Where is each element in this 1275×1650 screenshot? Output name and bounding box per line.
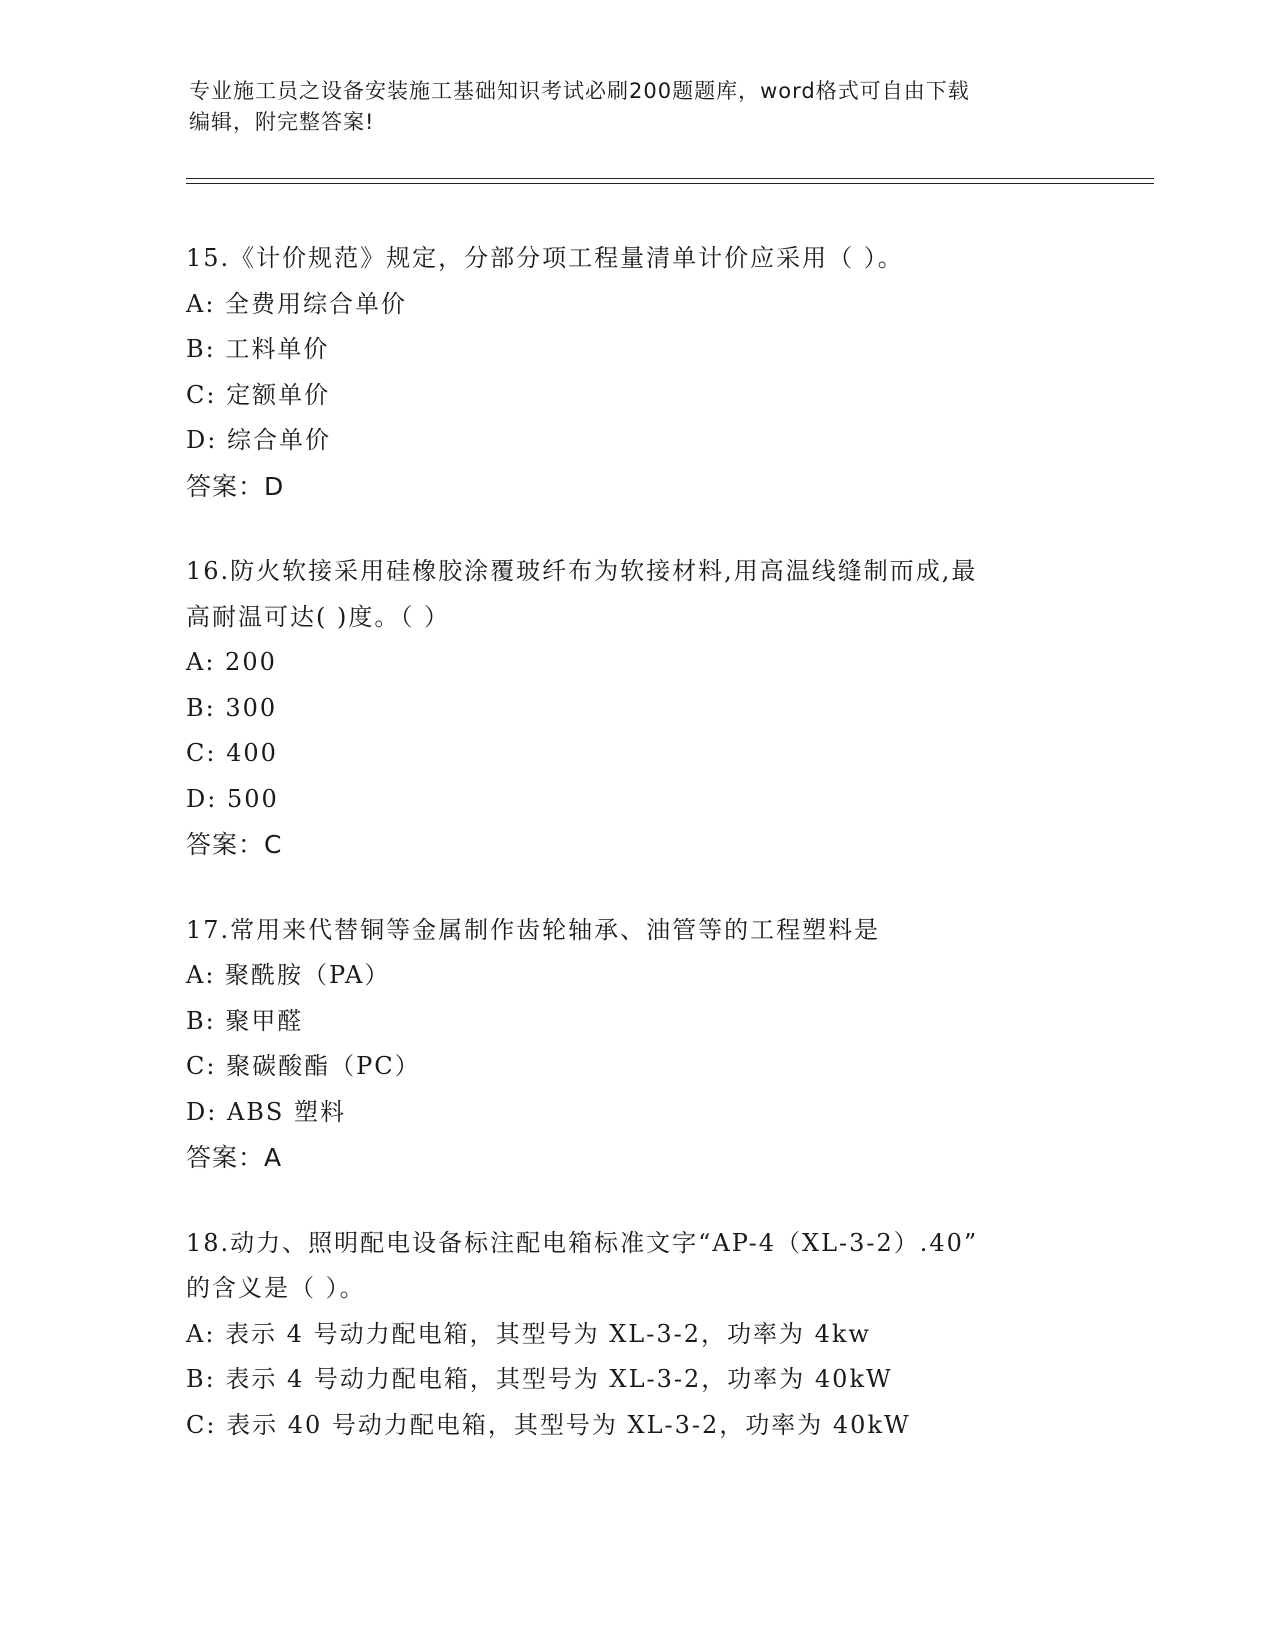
question-list (186, 236, 1086, 1488)
option-c: C: 400 (186, 739, 278, 767)
question-15 (186, 236, 1086, 509)
question-18 (186, 1221, 1086, 1449)
question-stem: 15.《计价规范》规定，分部分项工程量清单计价应采用（ ）。 (186, 244, 904, 272)
option-a: A: 聚酰胺（PA） (186, 961, 391, 989)
question-16 (186, 549, 1086, 868)
option-b: B: 聚甲醛 (186, 1006, 304, 1035)
question-stem-line-2: 的含义是（ ）。 (186, 1274, 366, 1302)
answer-label: 答案：C (186, 830, 283, 859)
option-a: A: 200 (186, 648, 277, 676)
option-c: C: 聚碳酸酯（PC） (186, 1052, 421, 1080)
option-b: B: 工料单价 (186, 335, 330, 363)
option-d: D: 综合单价 (186, 426, 331, 454)
header-divider (186, 178, 1154, 184)
option-b: B: 300 (186, 693, 278, 722)
option-c: C: 定额单价 (186, 380, 331, 409)
option-a: A: 全费用综合单价 (186, 289, 408, 318)
header-title-line-1: 专业施工员之设备安装施工基础知识考试必刷200题题库，word格式可自由下载 (189, 79, 970, 103)
option-a: A: 表示 4 号动力配电箱，其型号为 XL-3-2，功率为 4kw (186, 1319, 871, 1348)
answer-label: 答案：D (186, 471, 285, 501)
answer-label: 答案：A (186, 1143, 283, 1172)
option-d: D: ABS 塑料 (186, 1097, 346, 1126)
question-17 (186, 908, 1086, 1181)
question-stem-line-1: 18.动力、照明配电设备标注配电箱标准文字“AP-4（XL-3-2）.40” (186, 1228, 979, 1257)
question-stem: 17.常用来代替铜等金属制作齿轮轴承、油管等的工程塑料是 (186, 915, 881, 944)
option-d: D: 500 (186, 784, 279, 813)
option-b: B: 表示 4 号动力配电箱，其型号为 XL-3-2，功率为 40kW (186, 1365, 893, 1393)
header-title-line-2: 编辑，附完整答案! (189, 110, 375, 134)
document-header (189, 76, 1089, 138)
option-c: C: 表示 40 号动力配电箱，其型号为 XL-3-2，功率为 40kW (186, 1410, 911, 1439)
question-stem-line-1: 16.防火软接采用硅橡胶涂覆玻纤布为软接材料,用高温线缝制而成,最 (186, 557, 978, 585)
question-stem-line-2: 高耐温可达( )度。（ ） (186, 602, 450, 631)
